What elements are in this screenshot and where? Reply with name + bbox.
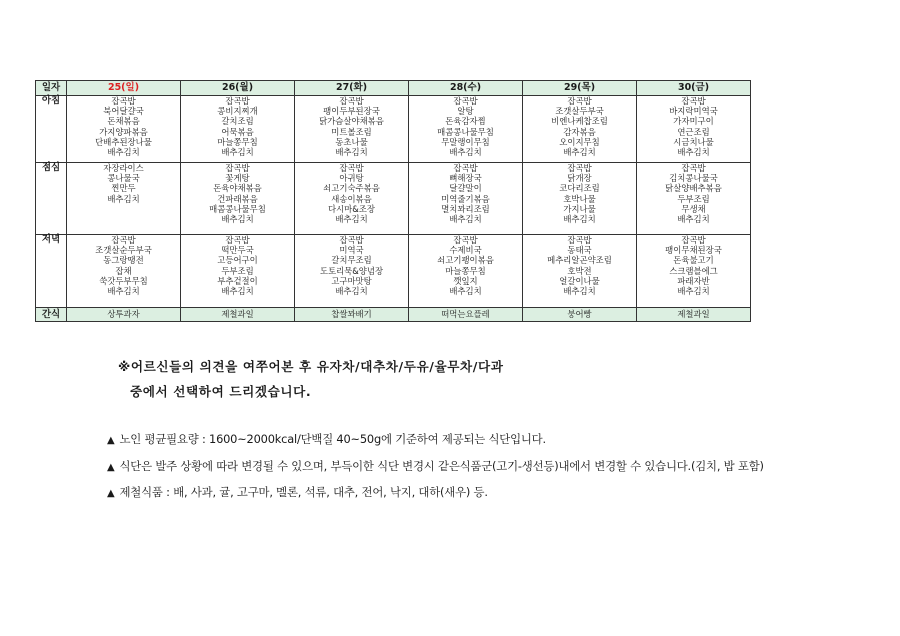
menu-item: 배추김치 — [449, 214, 482, 225]
menu-cell — [67, 96, 181, 163]
menu-item: 가자미구이 — [673, 116, 714, 127]
menu-item: 배추김치 — [107, 147, 140, 158]
bullet-item — [107, 427, 764, 454]
day-header: 26(월) — [181, 81, 295, 96]
triangle-icon: ▲ — [107, 488, 115, 499]
menu-item: 마늘쫑무침 — [217, 136, 258, 147]
menu-item: 호박나물 — [563, 193, 596, 204]
menu-item: 잡곡밥 — [681, 235, 706, 245]
menu-item: 꽃게탕 — [225, 173, 250, 184]
menu-item: 연근조림 — [677, 126, 710, 137]
day-header: 25(일) — [67, 81, 181, 96]
menu-item: 얼갈이나물 — [559, 275, 600, 286]
menu-item: 메추리알곤약조림 — [547, 255, 612, 266]
meal-label: 저녁 — [36, 235, 67, 308]
menu-item: 수제비국 — [449, 245, 482, 256]
menu-item: 팽이무채된장국 — [665, 245, 722, 256]
menu-item: 잡곡밥 — [339, 235, 364, 245]
menu-item: 비엔나케찹조림 — [551, 116, 608, 127]
menu-item: 달걀말이 — [449, 183, 482, 194]
menu-item: 배추김치 — [107, 286, 140, 297]
menu-item: 아귀탕 — [339, 173, 364, 184]
menu-item: 다시마&조장 — [328, 203, 375, 214]
menu-item: 새송이볶음 — [331, 193, 372, 204]
menu-cell — [637, 96, 751, 163]
menu-cell — [523, 163, 637, 235]
day-header: 27(화) — [295, 81, 409, 96]
menu-item: 떡만두국 — [221, 245, 254, 256]
menu-cell — [295, 96, 409, 163]
menu-item: 스크램블에그 — [669, 265, 718, 276]
menu-item: 잡곡밥 — [453, 235, 478, 245]
menu-item: 미트볼조림 — [331, 126, 372, 137]
menu-item: 어묵볶음 — [221, 126, 254, 137]
notice-line-1: ※어르신들의 의견을 여쭈어본 후 유자차/대추차/두유/율무차/다과 — [118, 359, 504, 374]
menu-cell — [523, 235, 637, 308]
menu-cell — [181, 235, 295, 308]
menu-item: 잡곡밥 — [681, 163, 706, 173]
menu-item: 무생채 — [681, 203, 706, 214]
menu-item: 잡곡밥 — [339, 96, 364, 106]
menu-item: 오이지무침 — [559, 136, 600, 147]
snack-cell: 제철과일 — [181, 308, 295, 322]
menu-item: 동그랑땡전 — [103, 255, 144, 266]
meal-row — [36, 235, 751, 308]
menu-item: 갈치조림 — [221, 116, 254, 127]
meal-row — [36, 163, 751, 235]
menu-item: 돈육감자찜 — [445, 116, 486, 127]
menu-item: 단배추된장나물 — [95, 136, 152, 147]
menu-item: 배추김치 — [563, 286, 596, 297]
snack-cell: 붕어빵 — [523, 308, 637, 322]
menu-item: 잡곡밥 — [111, 96, 136, 106]
snack-cell: 떠먹는요플레 — [409, 308, 523, 322]
menu-item: 동초나물 — [335, 136, 368, 147]
meal-table — [35, 80, 751, 322]
menu-cell — [67, 163, 181, 235]
menu-item: 조갯살순두부국 — [95, 245, 152, 256]
menu-item: 돈육야채볶음 — [213, 183, 262, 194]
menu-item: 콩나물국 — [107, 173, 140, 184]
menu-item: 가지나물 — [563, 203, 596, 214]
menu-item: 배추김치 — [335, 214, 368, 225]
menu-cell — [637, 163, 751, 235]
menu-item: 닭가슴살야채볶음 — [319, 116, 384, 127]
menu-item: 갈치무조림 — [331, 255, 372, 266]
menu-item: 잡채 — [115, 265, 132, 276]
menu-item: 잡곡밥 — [225, 96, 250, 106]
bullet-text: 식단은 발주 상황에 따라 변경될 수 있으며, 부득이한 식단 변경시 같은식품군(고기-생선등)내에서 변경할 수 있습니다.(김치, 밥 포함) — [119, 458, 764, 473]
menu-item: 배추김치 — [677, 286, 710, 297]
menu-item: 무말랭이무침 — [441, 136, 490, 147]
menu-item: 조갯살두부국 — [555, 106, 604, 117]
menu-cell — [181, 163, 295, 235]
menu-item: 도토리묵&양념장 — [319, 265, 384, 276]
menu-item: 배추김치 — [677, 214, 710, 225]
menu-item: 부추겉절이 — [217, 275, 258, 286]
snack-row — [36, 308, 751, 322]
menu-item: 깻잎지 — [453, 275, 478, 286]
menu-item: 배추김치 — [449, 147, 482, 158]
menu-item: 미역줄기볶음 — [441, 193, 490, 204]
day-header: 28(수) — [409, 81, 523, 96]
meal-row — [36, 96, 751, 163]
menu-item: 잡곡밥 — [111, 235, 136, 245]
menu-item: 감자볶음 — [563, 126, 596, 137]
menu-item: 건파래볶음 — [217, 193, 258, 204]
bullet-item — [107, 454, 764, 481]
menu-item: 고등어구이 — [217, 255, 258, 266]
menu-item: 자장라이스 — [103, 163, 144, 173]
menu-item: 동태국 — [567, 245, 592, 256]
menu-item: 쑥갓두부무침 — [99, 275, 148, 286]
menu-item: 고구마맛탕 — [331, 275, 372, 286]
menu-item: 잡곡밥 — [681, 96, 706, 106]
menu-item: 찐만두 — [111, 183, 136, 194]
header-row — [36, 81, 751, 96]
menu-item: 쇠고기숙주볶음 — [323, 183, 380, 194]
menu-item: 배추김치 — [335, 286, 368, 297]
menu-item: 돈육불고기 — [673, 255, 714, 266]
menu-cell — [409, 235, 523, 308]
bullet-text: 제철식품 : 배, 사과, 귤, 고구마, 멜론, 석류, 대추, 전어, 낙지, 대하(새우) 등. — [119, 485, 488, 499]
menu-item: 파래자반 — [677, 275, 710, 286]
menu-item: 잡곡밥 — [453, 163, 478, 173]
snack-cell: 제철과일 — [637, 308, 751, 322]
triangle-icon: ▲ — [107, 435, 115, 446]
menu-item: 돈채볶음 — [107, 116, 140, 127]
menu-item: 쇠고기팽이볶음 — [437, 255, 494, 266]
menu-item: 배추김치 — [449, 286, 482, 297]
menu-item: 호박전 — [567, 265, 592, 276]
menu-item: 북어달걀국 — [103, 106, 144, 117]
snack-cell: 상투과자 — [67, 308, 181, 322]
menu-item: 바지락미역국 — [669, 106, 718, 117]
menu-cell — [181, 96, 295, 163]
menu-item: 잡곡밥 — [225, 235, 250, 245]
menu-item: 김치콩나물국 — [669, 173, 718, 184]
menu-cell — [409, 96, 523, 163]
menu-item: 잡곡밥 — [567, 163, 592, 173]
menu-item: 매콤콩나물무침 — [437, 126, 494, 137]
menu-item: 코다리조림 — [559, 183, 600, 194]
bullet-item — [107, 480, 764, 507]
menu-item: 팽이두부된장국 — [323, 106, 380, 117]
menu-item: 두부조림 — [221, 265, 254, 276]
menu-item: 가지양파볶음 — [99, 126, 148, 137]
menu-item: 시금치나물 — [673, 136, 714, 147]
triangle-icon: ▲ — [107, 461, 115, 473]
menu-item: 마늘쫑무침 — [445, 265, 486, 276]
menu-item: 배추김치 — [563, 147, 596, 158]
menu-item: 두부조림 — [677, 193, 710, 204]
notice-line-2: 중에서 선택하여 드리겠습니다. — [130, 384, 312, 399]
menu-item: 배추김치 — [335, 147, 368, 158]
menu-item: 배추김치 — [107, 193, 140, 204]
notice-text — [118, 354, 503, 404]
menu-item: 배추김치 — [221, 214, 254, 225]
menu-item: 콩비지찌개 — [217, 106, 258, 117]
header-label: 일자 — [36, 81, 67, 96]
menu-item: 알탕 — [457, 106, 474, 117]
menu-cell — [637, 235, 751, 308]
snack-cell: 찹쌀꽈배기 — [295, 308, 409, 322]
snack-label: 간식 — [36, 308, 67, 322]
menu-item: 뼈해장국 — [449, 173, 482, 184]
menu-item: 배추김치 — [563, 214, 596, 225]
menu-item: 매콤콩나물무침 — [209, 203, 266, 214]
menu-item: 잡곡밥 — [567, 96, 592, 106]
menu-item: 미역국 — [339, 245, 364, 256]
menu-item: 닭살양배추볶음 — [665, 183, 722, 194]
day-header: 29(목) — [523, 81, 637, 96]
menu-cell — [523, 96, 637, 163]
bullet-text: 노인 평균필요량 : 1600~2000kcal/단백질 40~50g에 기준하여 제공되는 식단입니다. — [119, 432, 546, 446]
menu-item: 배추김치 — [221, 147, 254, 158]
menu-item: 닭개장 — [567, 173, 592, 184]
day-header: 30(금) — [637, 81, 751, 96]
menu-item: 배추김치 — [221, 286, 254, 297]
menu-item: 잡곡밥 — [225, 163, 250, 173]
menu-item: 잡곡밥 — [453, 96, 478, 106]
meal-label: 점심 — [36, 163, 67, 235]
menu-item: 잡곡밥 — [567, 235, 592, 245]
menu-cell — [295, 235, 409, 308]
menu-cell — [295, 163, 409, 235]
menu-cell — [67, 235, 181, 308]
menu-item: 배추김치 — [677, 147, 710, 158]
menu-item: 잡곡밥 — [339, 163, 364, 173]
menu-cell — [409, 163, 523, 235]
bullet-list — [107, 427, 764, 507]
meal-label: 아침 — [36, 96, 67, 163]
menu-item: 멸치꽈리조림 — [441, 203, 490, 214]
